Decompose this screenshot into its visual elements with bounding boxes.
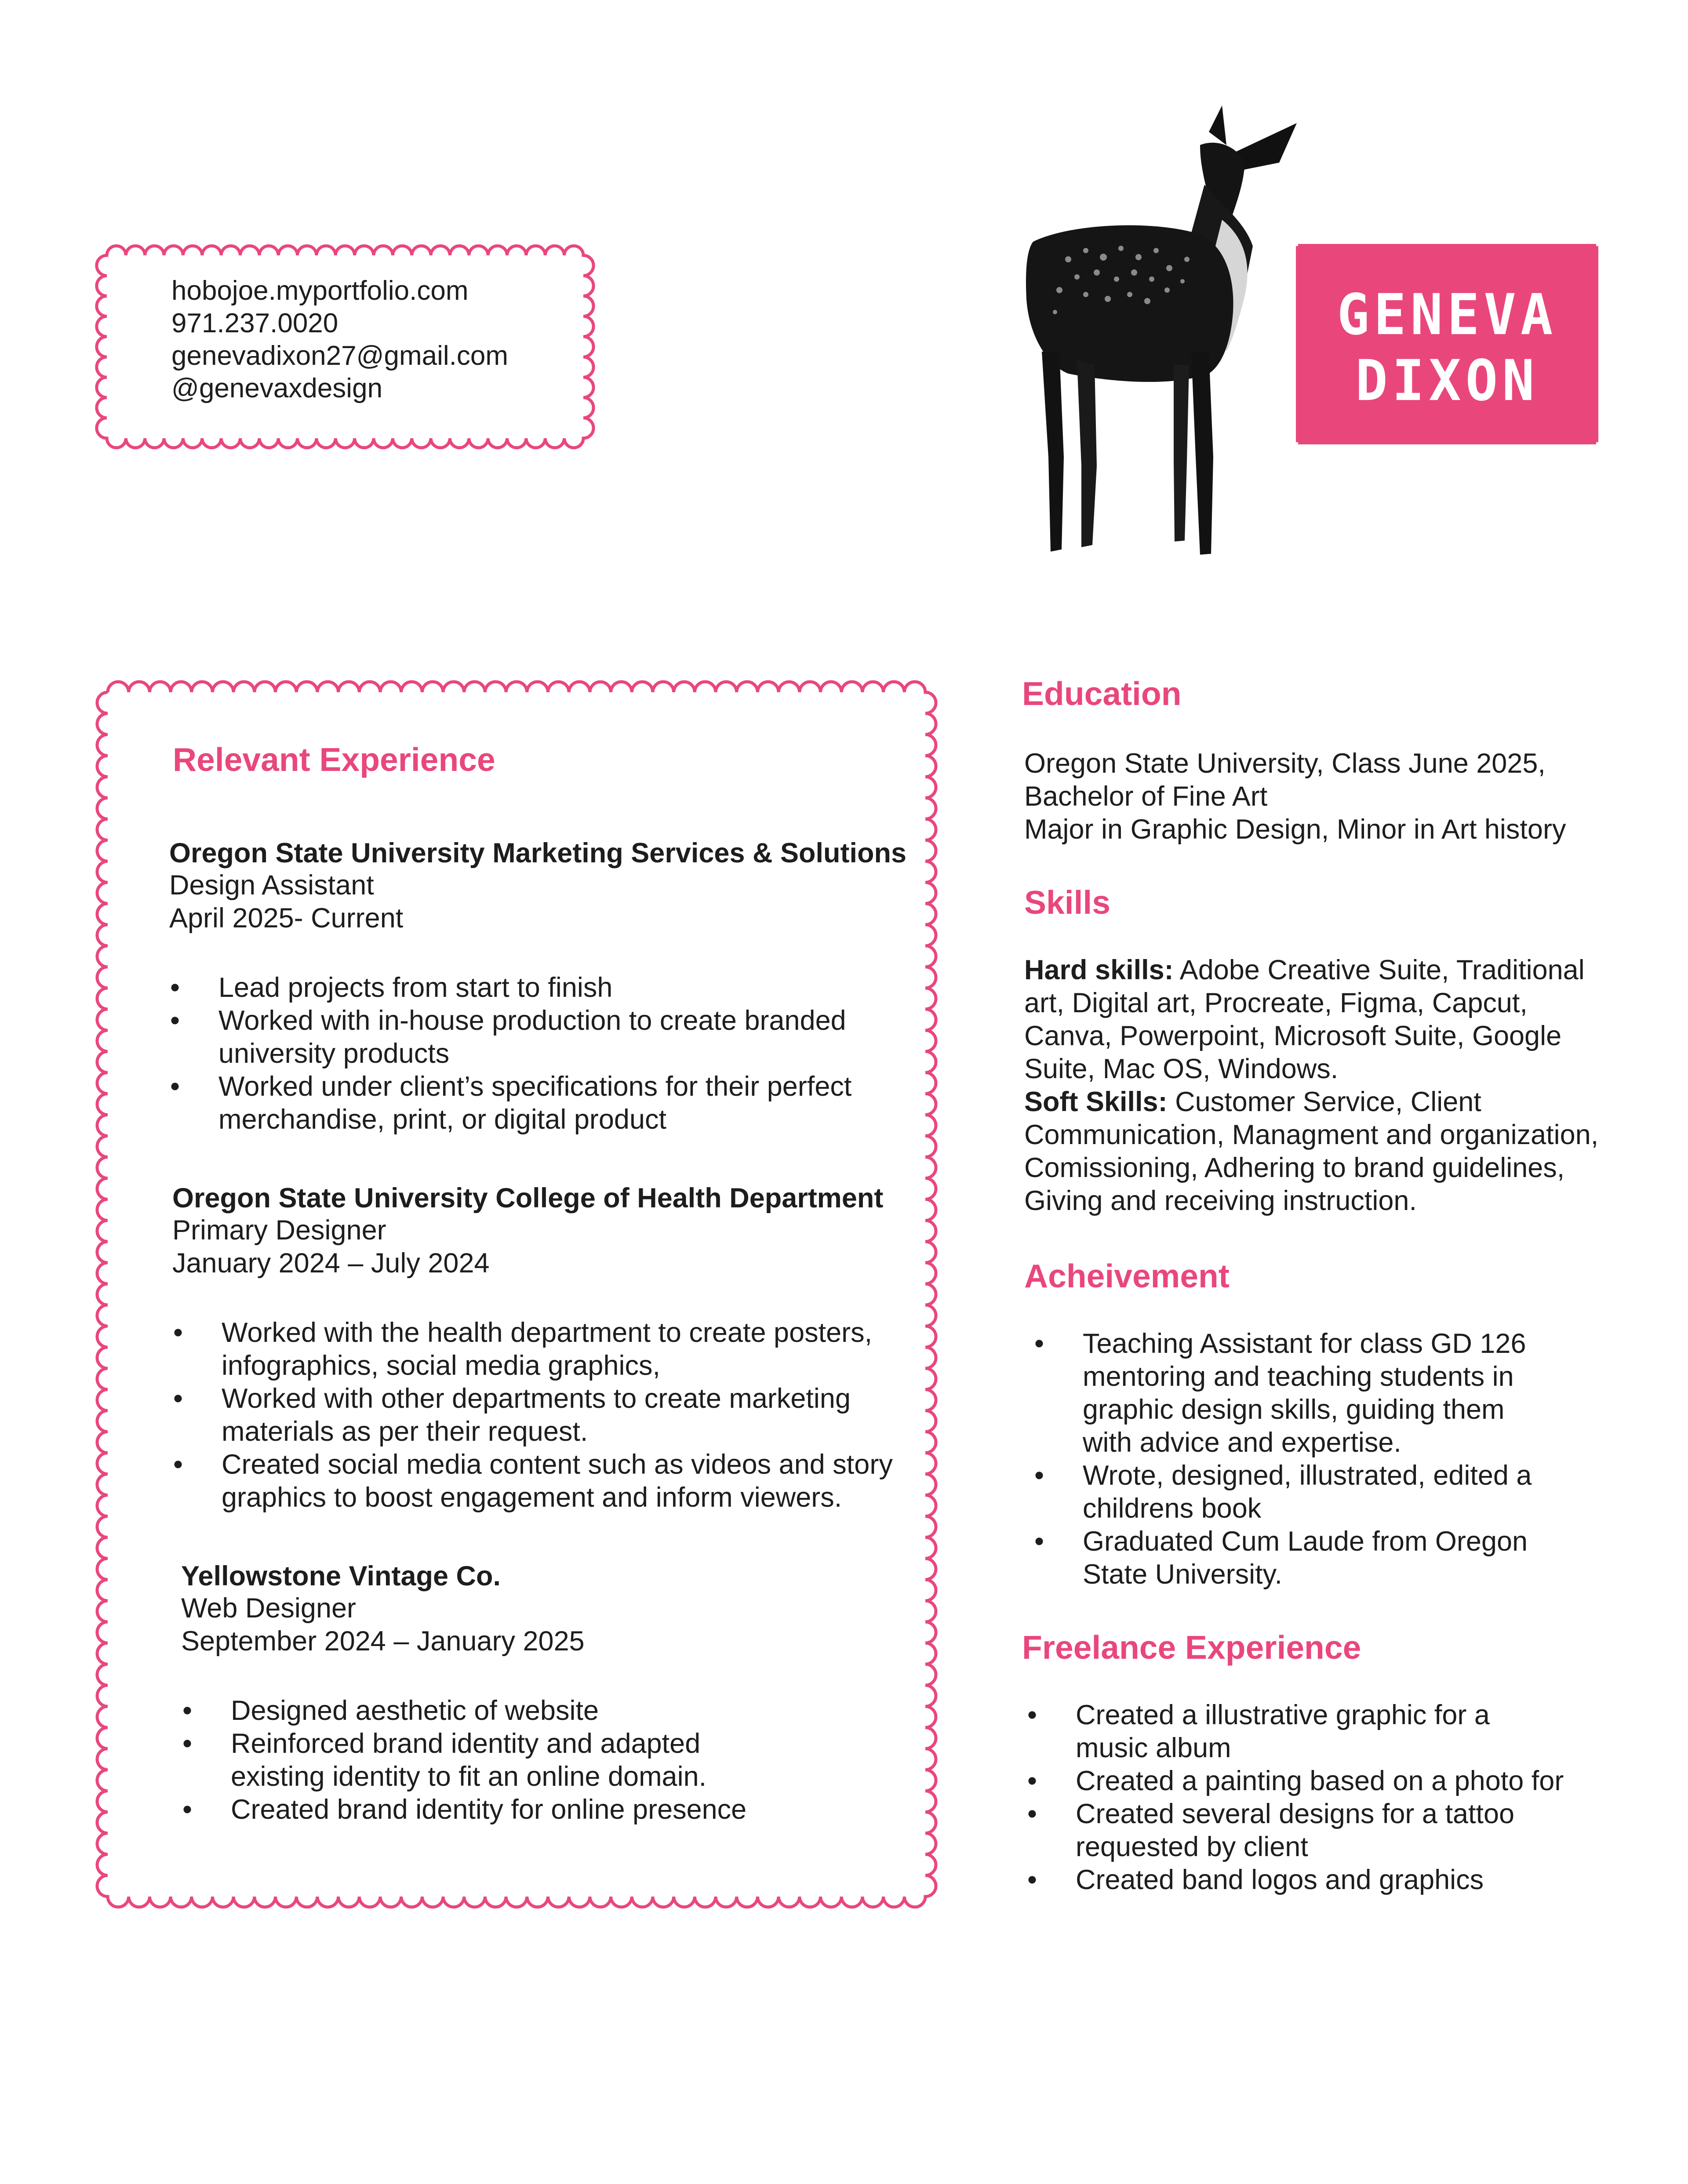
list-item: • Created a illustrative graphic for a	[1027, 1700, 1490, 1730]
list-item: • Wrote, designed, illustrated, edited a	[1034, 1460, 1532, 1491]
list-item-cont: graphic design skills, guiding them	[1083, 1394, 1505, 1425]
job-dates: January 2024 – July 2024	[172, 1248, 490, 1279]
list-item: • Created social media content such as videos and story	[173, 1449, 893, 1480]
skills-line: Suite, Mac OS, Windows.	[1024, 1054, 1339, 1084]
job-dates: April 2025- Current	[169, 903, 404, 934]
relevant-experience-heading: Relevant Experience	[173, 741, 495, 778]
education-line: Oregon State University, Class June 2025,	[1024, 748, 1546, 779]
skills-line: art, Digital art, Procreate, Figma, Capcut,	[1024, 988, 1528, 1018]
freelance-heading: Freelance Experience	[1022, 1629, 1361, 1666]
job-1	[169, 837, 906, 935]
job-2	[172, 1182, 883, 1280]
education-line: Bachelor of Fine Art	[1024, 781, 1268, 812]
list-item: • Created band logos and graphics	[1027, 1864, 1484, 1895]
job-role: Web Designer	[181, 1593, 357, 1624]
list-item: • Worked with the health department to create posters,	[173, 1317, 873, 1348]
last-name: DIXON	[1355, 348, 1539, 414]
job-role: Primary Designer	[172, 1215, 386, 1246]
deer-icon	[1015, 105, 1332, 571]
list-item-cont: materials as per their request.	[222, 1416, 588, 1447]
skills-line: Hard skills: Adobe Creative Suite, Traditional	[1024, 955, 1585, 985]
job-dates: September 2024 – January 2025	[181, 1626, 585, 1657]
achievement-heading: Acheivement	[1024, 1257, 1230, 1294]
job-3	[181, 1560, 585, 1658]
hard-skills-label: Hard skills:	[1024, 955, 1174, 985]
list-item-cont: childrens book	[1083, 1493, 1262, 1524]
job-3-bullets	[182, 1694, 747, 1826]
skills-block	[1024, 954, 1598, 1217]
list-item-cont: with advice and expertise.	[1083, 1427, 1401, 1458]
list-item-cont: State University.	[1083, 1559, 1282, 1590]
job-2-bullets	[173, 1316, 893, 1514]
skills-heading: Skills	[1024, 884, 1110, 921]
job-role: Design Assistant	[169, 870, 374, 901]
list-item: • Designed aesthetic of website	[182, 1695, 599, 1726]
skills-line: Communication, Managment and organization,	[1024, 1119, 1599, 1150]
list-item: • Created brand identity for online presence	[182, 1794, 747, 1825]
job-org: Yellowstone Vintage Co.	[181, 1561, 501, 1592]
soft-skills-label: Soft Skills:	[1024, 1087, 1168, 1117]
first-name: GENEVA	[1337, 282, 1557, 348]
list-item-cont: infographics, social media graphics,	[222, 1350, 661, 1381]
job-org: Oregon State University College of Health Department	[172, 1183, 884, 1214]
contact-block	[171, 275, 508, 405]
list-item: • Teaching Assistant for class GD 126	[1034, 1328, 1526, 1359]
list-item: • Reinforced brand identity and adapted	[182, 1728, 701, 1759]
education-line: Major in Graphic Design, Minor in Art history	[1024, 814, 1566, 845]
name-stamp	[1296, 244, 1598, 444]
list-item: • Graduated Cum Laude from Oregon	[1034, 1526, 1528, 1557]
list-item-cont: university products	[218, 1038, 450, 1069]
freelance-list	[1027, 1699, 1564, 1897]
education-heading: Education	[1022, 675, 1182, 712]
skills-line: Soft Skills: Customer Service, Client	[1024, 1087, 1481, 1117]
list-item: • Worked with other departments to create marketing	[173, 1383, 851, 1414]
list-item-cont: requested by client	[1076, 1832, 1308, 1862]
list-item-cont: music album	[1076, 1733, 1231, 1763]
education-block	[1024, 747, 1566, 846]
list-item: • Created a painting based on a photo for	[1027, 1766, 1564, 1796]
social-handle[interactable]: @genevaxdesign	[171, 373, 383, 403]
achievement-list	[1034, 1327, 1532, 1591]
list-item-cont: graphics to boost engagement and inform viewers.	[222, 1482, 842, 1513]
job-org: Oregon State University Marketing Services & Solutions	[169, 838, 906, 869]
list-item-cont: merchandise, print, or digital product	[218, 1104, 667, 1135]
list-item-cont: mentoring and teaching students in	[1083, 1361, 1514, 1392]
list-item-cont: existing identity to fit an online domain.	[231, 1761, 707, 1792]
list-item: • Worked with in-house production to create branded	[170, 1005, 846, 1036]
skills-line: Comissioning, Adhering to brand guidelines,	[1024, 1152, 1565, 1183]
list-item: • Worked under client’s specifications for their perfect	[170, 1071, 852, 1102]
list-item: • Lead projects from start to finish	[170, 972, 613, 1003]
list-item: • Created several designs for a tattoo	[1027, 1799, 1515, 1829]
job-1-bullets	[170, 971, 852, 1136]
skills-line: Canva, Powerpoint, Microsoft Suite, Google	[1024, 1021, 1562, 1051]
phone-number[interactable]: 971.237.0020	[171, 308, 338, 338]
email-link[interactable]: genevadixon27@gmail.com	[171, 341, 509, 371]
portfolio-link[interactable]: hobojoe.myportfolio.com	[171, 276, 469, 306]
skills-line: Giving and receiving instruction.	[1024, 1185, 1417, 1216]
